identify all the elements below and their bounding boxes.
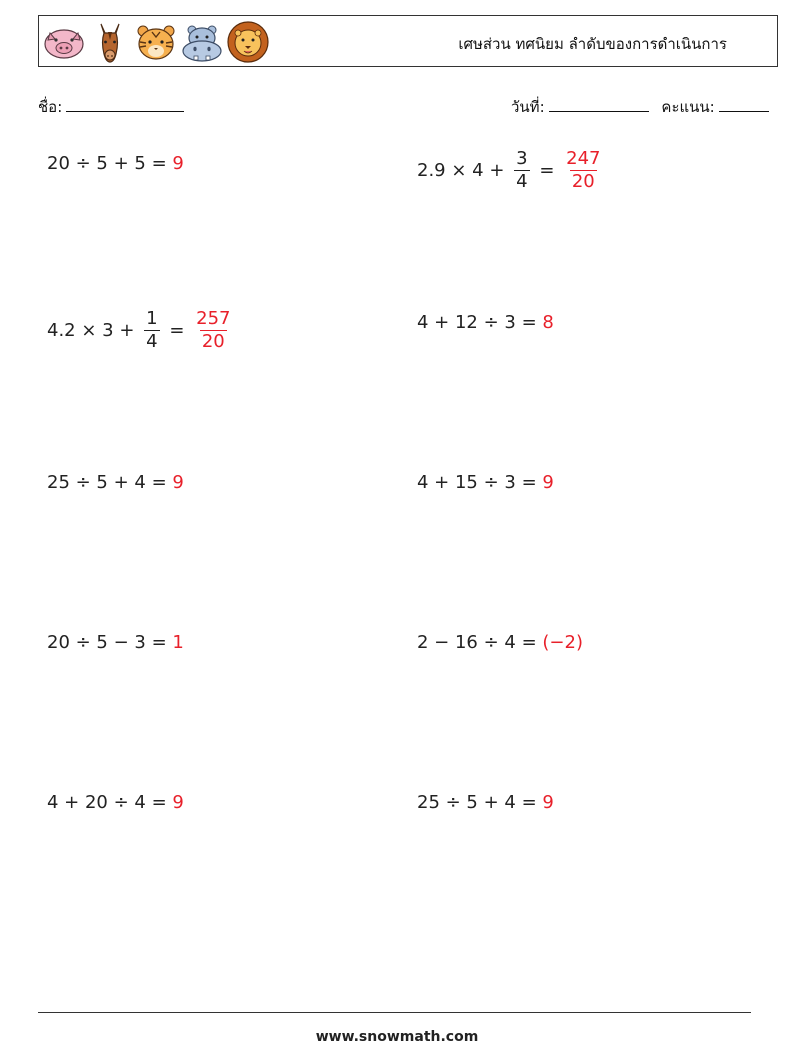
pig-icon (42, 20, 86, 64)
problem-expression: 4 + 12 ÷ 3 = (417, 311, 543, 333)
score-blank[interactable] (719, 97, 769, 112)
problem-expression: 20 ÷ 5 + 5 = (47, 152, 173, 174)
problem-expression: 20 ÷ 5 − 3 = (47, 631, 173, 653)
date-blank[interactable] (549, 97, 649, 112)
date-score-fields (511, 95, 769, 119)
name-field (38, 95, 184, 119)
problem-3 (47, 305, 236, 355)
answer-numerator: 257 (196, 307, 231, 329)
fraction-denominator: 4 (516, 170, 528, 192)
problem-answer: 8 (542, 311, 554, 333)
footer-url[interactable]: www.snowmath.com (315, 1029, 479, 1045)
name-label: ชื่อ: (38, 98, 63, 116)
fraction-numerator: 3 (516, 147, 528, 169)
tiger-icon (134, 20, 178, 64)
name-blank[interactable] (66, 97, 184, 112)
worksheet-title: เศษส่วน ทศนิยม ลำดับของการดำเนินการ (458, 35, 727, 53)
answer-denominator: 20 (571, 170, 595, 192)
problem-6 (417, 457, 554, 507)
problem-answer: 9 (172, 152, 184, 174)
problem-expression: 25 ÷ 5 + 4 = (417, 791, 543, 813)
answer-numerator: 247 (566, 147, 601, 169)
equals-sign: = (163, 319, 191, 341)
problem-answer: 9 (172, 471, 184, 493)
answer-fraction (564, 147, 602, 192)
problem-answer: 1 (172, 631, 184, 653)
problem-expression: 2.9 × 4 + (417, 159, 511, 181)
problem-4 (417, 297, 554, 347)
problem-8 (417, 617, 583, 667)
problem-answer: 9 (172, 791, 184, 813)
problem-answer: 9 (542, 791, 554, 813)
answer-denominator: 20 (201, 330, 225, 352)
problem-10 (417, 777, 554, 827)
problem-5 (47, 457, 184, 507)
date-label: วันที่: (511, 98, 545, 116)
problem-expression: 4 + 20 ÷ 4 = (47, 791, 173, 813)
problem-2 (417, 145, 606, 195)
problem-1 (47, 138, 184, 188)
score-label: คะแนน: (661, 98, 715, 116)
lion-icon (226, 20, 270, 64)
problem-expression: 4.2 × 3 + (47, 319, 141, 341)
problem-answer: (−2) (542, 631, 583, 653)
problem-expression: 4 + 15 ÷ 3 = (417, 471, 543, 493)
fraction (514, 147, 529, 192)
fraction-denominator: 4 (146, 330, 158, 352)
problem-7 (47, 617, 184, 667)
horse-icon (88, 20, 132, 64)
fraction (144, 307, 159, 352)
problem-expression: 25 ÷ 5 + 4 = (47, 471, 173, 493)
hippo-icon (180, 20, 224, 64)
equals-sign: = (533, 159, 561, 181)
problem-answer: 9 (542, 471, 554, 493)
problem-9 (47, 777, 184, 827)
footer-divider (38, 1012, 751, 1013)
animal-icons (42, 20, 270, 64)
answer-fraction (194, 307, 232, 352)
worksheet-header (38, 15, 778, 67)
problem-expression: 2 − 16 ÷ 4 = (417, 631, 543, 653)
fraction-numerator: 1 (146, 307, 158, 329)
